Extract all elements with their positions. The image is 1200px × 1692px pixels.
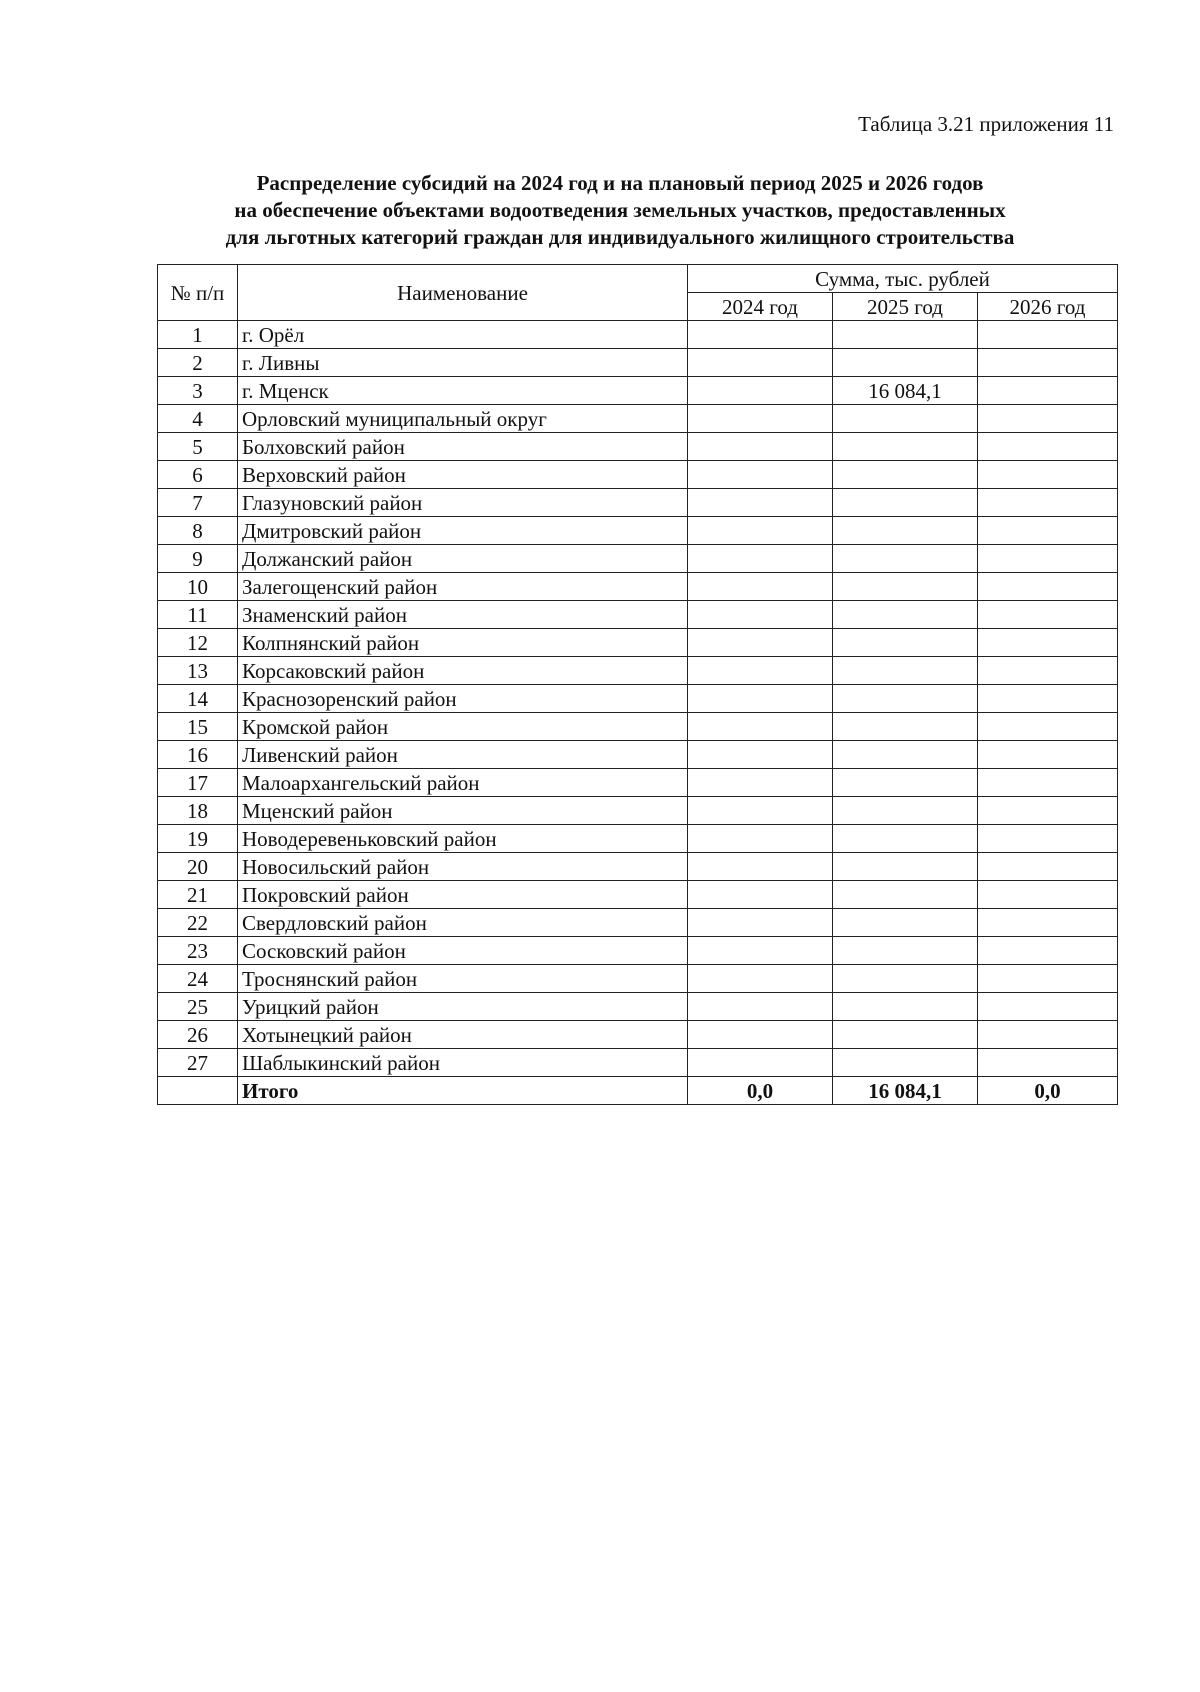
total-cell-name: Итого: [238, 1077, 688, 1105]
cell-2026: [978, 797, 1118, 825]
cell-2026: [978, 433, 1118, 461]
table-row: [158, 405, 1118, 433]
cell-num: 17: [158, 769, 238, 797]
cell-2025: [833, 517, 978, 545]
table-row: [158, 545, 1118, 573]
table-row: [158, 433, 1118, 461]
cell-2024: [688, 573, 833, 601]
cell-2024: [688, 629, 833, 657]
cell-name: Глазуновский район: [238, 489, 688, 517]
cell-name: Новодеревеньковский район: [238, 825, 688, 853]
table-row: [158, 461, 1118, 489]
cell-num: 26: [158, 1021, 238, 1049]
cell-2025: [833, 321, 978, 349]
table-row: [158, 937, 1118, 965]
total-cell-2024: 0,0: [688, 1077, 833, 1105]
cell-name: Орловский муниципальный округ: [238, 405, 688, 433]
cell-2026: [978, 909, 1118, 937]
table-row: [158, 881, 1118, 909]
table-row: [158, 321, 1118, 349]
cell-2024: [688, 657, 833, 685]
cell-num: 13: [158, 657, 238, 685]
cell-2024: [688, 601, 833, 629]
cell-2026: [978, 741, 1118, 769]
cell-2026: [978, 629, 1118, 657]
cell-num: 5: [158, 433, 238, 461]
cell-2026: [978, 993, 1118, 1021]
cell-name: г. Орёл: [238, 321, 688, 349]
title-line-3: для льготных категорий граждан для индивидуального жилищного строительства: [225, 225, 1015, 249]
table-row: [158, 909, 1118, 937]
annex-reference: Таблица 3.21 приложения 11: [858, 112, 1114, 136]
cell-2025: 16 084,1: [833, 377, 978, 405]
cell-name: Верховский район: [238, 461, 688, 489]
table-row: [158, 573, 1118, 601]
table-row: [158, 601, 1118, 629]
cell-2025: [833, 937, 978, 965]
cell-2025: [833, 909, 978, 937]
cell-name: Сосковский район: [238, 937, 688, 965]
cell-num: 25: [158, 993, 238, 1021]
cell-2026: [978, 685, 1118, 713]
cell-2025: [833, 657, 978, 685]
cell-2024: [688, 909, 833, 937]
cell-2024: [688, 545, 833, 573]
cell-num: 7: [158, 489, 238, 517]
cell-2024: [688, 1021, 833, 1049]
cell-2024: [688, 965, 833, 993]
table-row: [158, 965, 1118, 993]
cell-num: 6: [158, 461, 238, 489]
cell-2026: [978, 517, 1118, 545]
cell-2026: [978, 937, 1118, 965]
table-row: [158, 993, 1118, 1021]
cell-2026: [978, 573, 1118, 601]
cell-2025: [833, 489, 978, 517]
cell-2026: [978, 545, 1118, 573]
subsidy-table: [157, 264, 1118, 1105]
cell-name: Ливенский район: [238, 741, 688, 769]
cell-2024: [688, 769, 833, 797]
cell-2024: [688, 937, 833, 965]
cell-num: 4: [158, 405, 238, 433]
cell-name: г. Мценск: [238, 377, 688, 405]
cell-num: 11: [158, 601, 238, 629]
header-year-2026: 2026 год: [978, 293, 1118, 321]
table-row: [158, 489, 1118, 517]
cell-num: 16: [158, 741, 238, 769]
cell-2025: [833, 741, 978, 769]
cell-name: Корсаковский район: [238, 657, 688, 685]
total-cell-2025: 16 084,1: [833, 1077, 978, 1105]
cell-2024: [688, 741, 833, 769]
cell-num: 1: [158, 321, 238, 349]
cell-2026: [978, 405, 1118, 433]
cell-2026: [978, 965, 1118, 993]
header-row-1: [158, 265, 1118, 293]
cell-2026: [978, 377, 1118, 405]
table-row: [158, 825, 1118, 853]
cell-2024: [688, 685, 833, 713]
cell-2024: [688, 1049, 833, 1077]
cell-2026: [978, 321, 1118, 349]
total-cell-2026: 0,0: [978, 1077, 1118, 1105]
cell-2025: [833, 965, 978, 993]
table-row: [158, 517, 1118, 545]
cell-2026: [978, 769, 1118, 797]
cell-num: 14: [158, 685, 238, 713]
cell-2025: [833, 545, 978, 573]
cell-2024: [688, 433, 833, 461]
cell-name: Залегощенский район: [238, 573, 688, 601]
cell-num: 15: [158, 713, 238, 741]
table-row: [158, 349, 1118, 377]
cell-name: Мценский район: [238, 797, 688, 825]
cell-2026: [978, 461, 1118, 489]
table-row: [158, 685, 1118, 713]
total-cell-num: [158, 1077, 238, 1105]
cell-num: 22: [158, 909, 238, 937]
cell-name: Хотынецкий район: [238, 1021, 688, 1049]
cell-2026: [978, 853, 1118, 881]
cell-name: Краснозоренский район: [238, 685, 688, 713]
cell-name: Шаблыкинский район: [238, 1049, 688, 1077]
cell-num: 9: [158, 545, 238, 573]
cell-2025: [833, 853, 978, 881]
cell-2026: [978, 657, 1118, 685]
cell-name: Болховский район: [238, 433, 688, 461]
cell-name: Покровский район: [238, 881, 688, 909]
cell-name: Урицкий район: [238, 993, 688, 1021]
cell-2026: [978, 1021, 1118, 1049]
cell-2024: [688, 713, 833, 741]
cell-2026: [978, 349, 1118, 377]
cell-name: Малоархангельский район: [238, 769, 688, 797]
table-row: [158, 657, 1118, 685]
cell-2025: [833, 769, 978, 797]
total-row: [158, 1077, 1118, 1105]
table-row: [158, 1021, 1118, 1049]
cell-name: Должанский район: [238, 545, 688, 573]
table-row: [158, 377, 1118, 405]
cell-name: г. Ливны: [238, 349, 688, 377]
cell-2025: [833, 1049, 978, 1077]
cell-2026: [978, 713, 1118, 741]
cell-2025: [833, 629, 978, 657]
cell-num: 23: [158, 937, 238, 965]
cell-num: 10: [158, 573, 238, 601]
table-row: [158, 1049, 1118, 1077]
header-year-2025: 2025 год: [833, 293, 978, 321]
table-row: [158, 797, 1118, 825]
header-num: № п/п: [158, 265, 238, 321]
cell-2024: [688, 853, 833, 881]
cell-num: 12: [158, 629, 238, 657]
cell-2026: [978, 825, 1118, 853]
table-header: [158, 265, 1118, 321]
cell-2024: [688, 489, 833, 517]
cell-num: 21: [158, 881, 238, 909]
cell-num: 2: [158, 349, 238, 377]
cell-2024: [688, 349, 833, 377]
table-row: [158, 853, 1118, 881]
cell-2025: [833, 993, 978, 1021]
cell-name: Кромской район: [238, 713, 688, 741]
cell-2025: [833, 601, 978, 629]
header-sum: Сумма, тыс. рублей: [688, 265, 1118, 293]
table-row: [158, 769, 1118, 797]
cell-2025: [833, 433, 978, 461]
cell-name: Свердловский район: [238, 909, 688, 937]
cell-2024: [688, 993, 833, 1021]
cell-num: 20: [158, 853, 238, 881]
table-row: [158, 741, 1118, 769]
cell-name: Колпнянский район: [238, 629, 688, 657]
cell-2024: [688, 881, 833, 909]
cell-name: Дмитровский район: [238, 517, 688, 545]
cell-name: Новосильский район: [238, 853, 688, 881]
cell-num: 24: [158, 965, 238, 993]
header-year-2024: 2024 год: [688, 293, 833, 321]
cell-2024: [688, 405, 833, 433]
table-body: [158, 321, 1118, 1105]
cell-name: Знаменский район: [238, 601, 688, 629]
cell-2025: [833, 881, 978, 909]
header-name: Наименование: [238, 265, 688, 321]
cell-2024: [688, 377, 833, 405]
table-row: [158, 629, 1118, 657]
title-line-2: на обеспечение объектами водоотведения земельных участков, предоставленных: [234, 198, 1006, 222]
title-line-1: Распределение субсидий на 2024 год и на плановый период 2025 и 2026 годов: [256, 171, 984, 195]
document-title: [150, 170, 1090, 251]
cell-2025: [833, 797, 978, 825]
cell-2025: [833, 713, 978, 741]
cell-2024: [688, 797, 833, 825]
cell-2025: [833, 685, 978, 713]
cell-2026: [978, 601, 1118, 629]
cell-name: Троснянский район: [238, 965, 688, 993]
cell-2025: [833, 349, 978, 377]
cell-2026: [978, 489, 1118, 517]
cell-num: 8: [158, 517, 238, 545]
cell-2025: [833, 573, 978, 601]
table-row: [158, 713, 1118, 741]
cell-2024: [688, 825, 833, 853]
cell-num: 19: [158, 825, 238, 853]
cell-2024: [688, 517, 833, 545]
cell-2026: [978, 1049, 1118, 1077]
cell-2025: [833, 1021, 978, 1049]
cell-num: 3: [158, 377, 238, 405]
cell-num: 27: [158, 1049, 238, 1077]
cell-num: 18: [158, 797, 238, 825]
cell-2026: [978, 881, 1118, 909]
cell-2024: [688, 321, 833, 349]
cell-2025: [833, 825, 978, 853]
cell-2024: [688, 461, 833, 489]
cell-2025: [833, 461, 978, 489]
cell-2025: [833, 405, 978, 433]
